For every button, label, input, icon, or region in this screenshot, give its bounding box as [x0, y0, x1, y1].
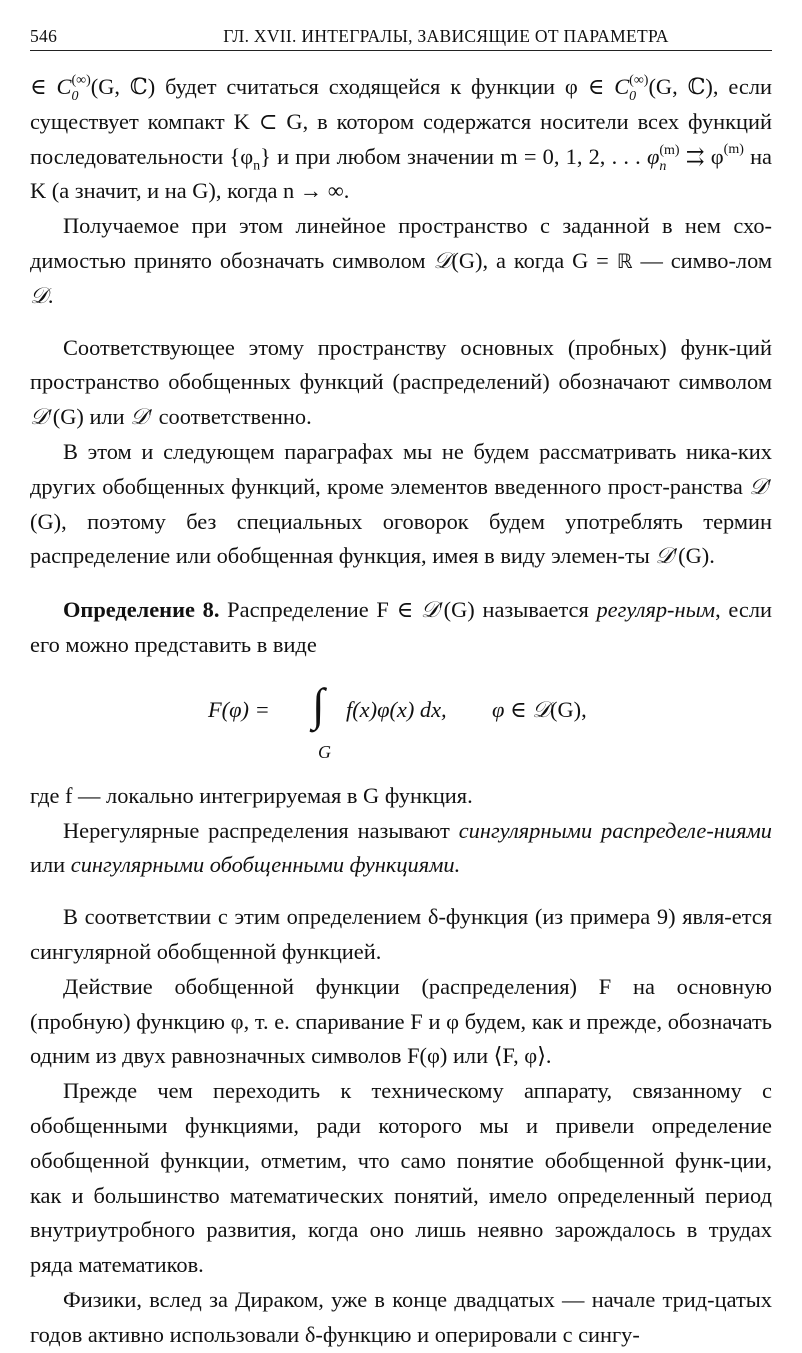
- paragraph-pairing: Действие обобщенной функции (распределения) F на основную (пробную) функцию φ, т. е. спаривание F и φ будем, как и прежде, обозначать одним из двух равнозначных символов F(φ) или ⟨F, φ⟩.: [30, 973, 772, 1069]
- page-body: [30, 70, 772, 1353]
- paragraph-delta: В соответствии с этим определением δ-функция (из примера 9) явля-ется сингулярной обобщенной функцией.: [30, 904, 772, 964]
- paragraph-f-description: где f — локально интегрируемая в G функция.: [30, 782, 473, 808]
- running-header: [30, 20, 772, 51]
- integral-limit: G: [318, 741, 331, 762]
- display-formula: [30, 679, 772, 775]
- paragraph-physicists: Физики, вслед за Дираком, уже в конце двадцатых — начале трид-цатых годов активно использовали δ-функцию и оперировали с сингу-: [30, 1286, 772, 1347]
- integral-sign: ∫: [312, 678, 325, 730]
- page-number: 546: [30, 26, 58, 46]
- paragraph-convergence: ∈ C (∞) 0 (G, ℂ) будет считаться сходящейся к функции φ ∈ C (∞) 0 (G, ℂ), если существует компакт K ⊂ G, в котором содержатся носители всех функций последовательности $\{\varphi_n\}$ и при любом значении m = 0, 1, 2, . . . φ (m) n ⇉ $\varphi^{(m)}$ на K (а значит, и на G), когда n → ∞.: [30, 73, 772, 204]
- formula-integrand: f(x)φ(x) dx,: [346, 696, 447, 722]
- formula-condition: φ ∈ 𝒟(G),: [492, 696, 587, 723]
- definition-8: Определение 8. Распределение F ∈ 𝒟′(G) называется регуляр-ным, если его можно представить в виде: [30, 597, 772, 657]
- paragraph-history: Прежде чем переходить к техническому аппарату, связанному с обобщенными функциями, ради которого мы и привели определение обобщенной функции, отметим, что само понятие обобщенной функ-ции, как и большинство математических понятий, имело определенный период внутриутробного развития, когда оно лишь неявно зарождалось в трудах ряда математиков.: [30, 1078, 772, 1278]
- paragraph-singular: Нерегулярные распределения называют сингулярными распределе-ниями или сингулярными обобщенными функциями.: [30, 817, 772, 878]
- paragraph-scope: В этом и следующем параграфах мы не будем рассматривать ника-ких других обобщенных функций, кроме элементов введенного прост-ранства 𝒟′(G), поэтому без специальных оговорок будем употреблять термин распределение или обобщенная функция, имея в виду элемен-ты 𝒟′(G).: [30, 438, 772, 570]
- paragraph-space-d: Получаемое при этом линейное пространство с заданной в нем схо-димостью принято обозначать символом 𝒟(G), а когда G = ℝ — симво-лом 𝒟.: [30, 213, 773, 309]
- defined-term: регуляр-ным: [596, 597, 716, 623]
- running-title: ГЛ. XVII. ИНТЕГРАЛЫ, ЗАВИСЯЩИЕ ОТ ПАРАМЕТРА: [223, 26, 669, 46]
- definition-label: Определение 8.: [63, 597, 220, 623]
- paragraph-dual-space: Соответствующее этому пространству основных (пробных) функ-ций пространство обобщенных функций (распределений) обозначают символом 𝒟′(G) или 𝒟′ соответственно.: [30, 334, 772, 431]
- formula-lhs: F(φ) =: [208, 696, 270, 722]
